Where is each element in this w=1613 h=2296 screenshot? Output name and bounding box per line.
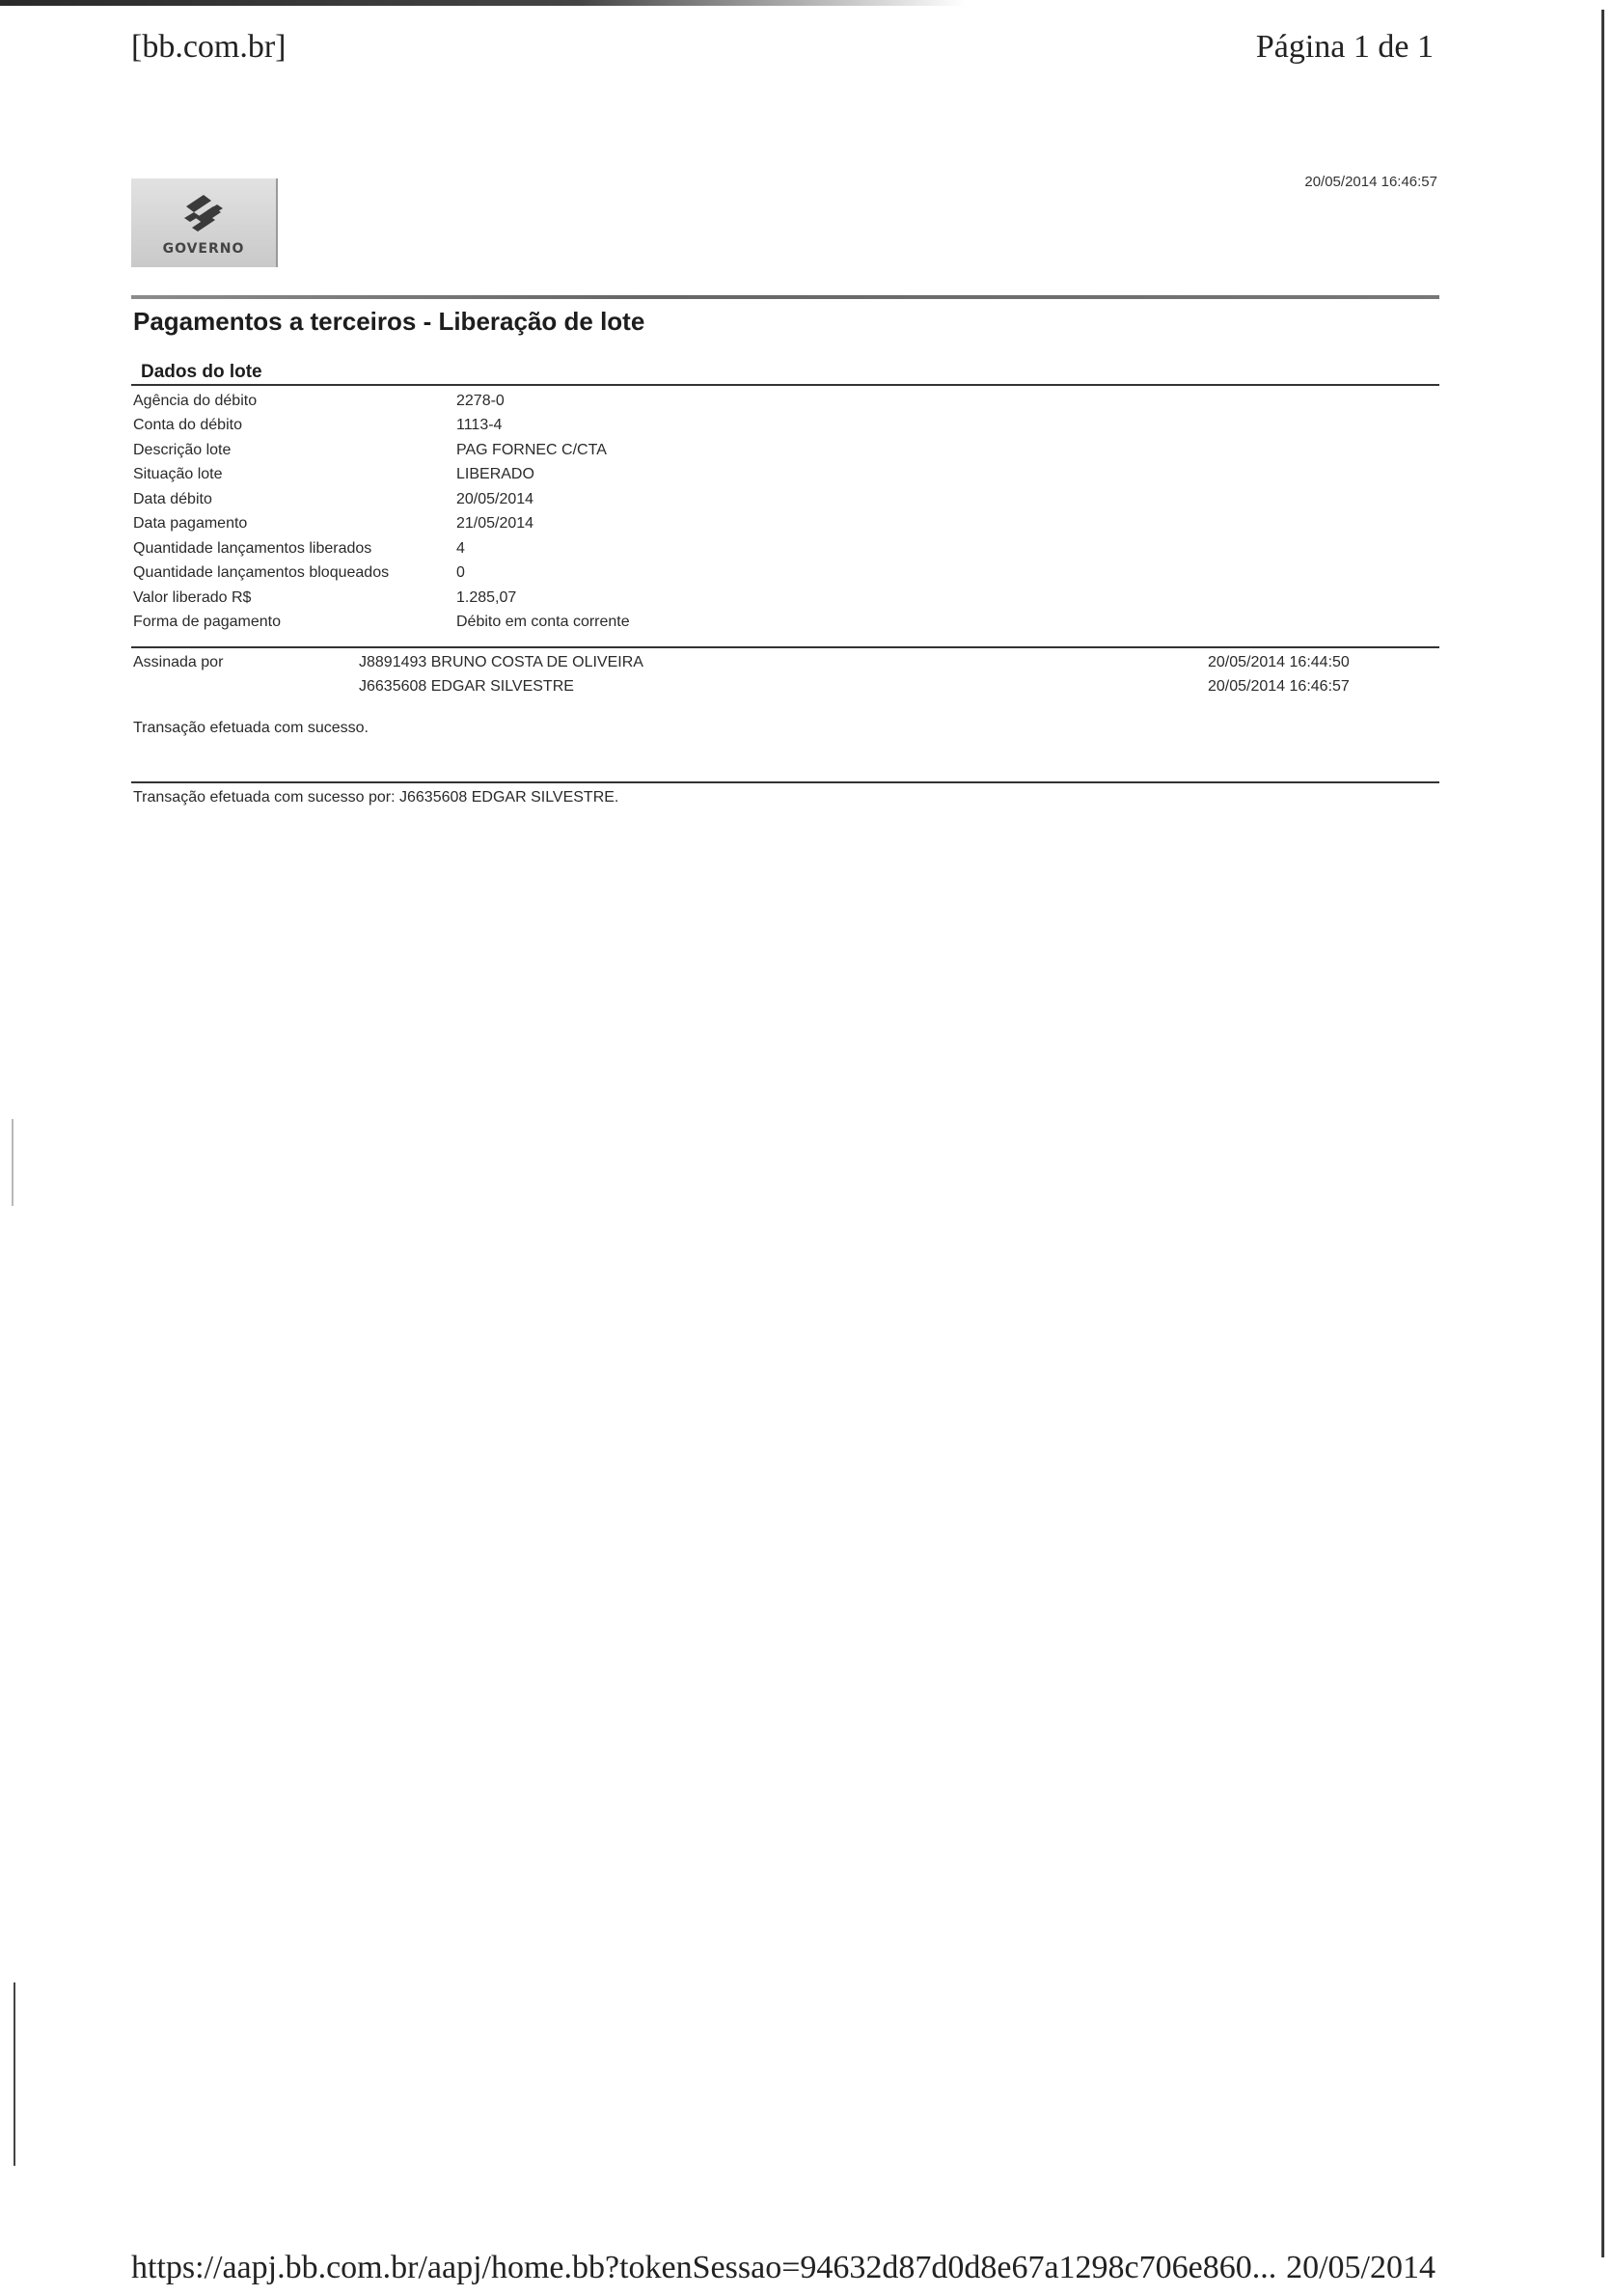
signer-time: 20/05/2014 16:46:57 xyxy=(1208,678,1350,695)
success-by-message: Transação efetuada com sucesso por: J6635608 EDGAR SILVESTRE. xyxy=(133,789,619,806)
field-label: Valor liberado R$ xyxy=(133,588,252,606)
field-value: PAG FORNEC C/CTA xyxy=(456,441,607,458)
field-row xyxy=(133,487,905,512)
field-label: Quantidade lançamentos liberados xyxy=(133,539,372,557)
field-label: Forma de pagamento xyxy=(133,614,281,631)
field-label: Quantidade lançamentos bloqueados xyxy=(133,564,390,582)
section-divider xyxy=(131,384,1439,386)
signer-name: J6635608 EDGAR SILVESTRE xyxy=(359,678,574,695)
print-footer-url: https://aapj.bb.com.br/aapj/home.bb?tokenSessao=94632d87d0d8e67a1298c706e860... xyxy=(131,2250,1277,2285)
field-value: 1113-4 xyxy=(456,417,503,434)
print-footer-date: 20/05/2014 xyxy=(1286,2250,1435,2285)
field-value: Débito em conta corrente xyxy=(456,614,630,631)
bottom-divider xyxy=(131,781,1439,783)
signature-label: Assinada por xyxy=(133,654,224,670)
signer-time: 20/05/2014 16:44:50 xyxy=(1208,654,1350,670)
field-label: Data pagamento xyxy=(133,515,248,533)
field-value: 2278-0 xyxy=(456,392,505,409)
signature-divider xyxy=(131,646,1439,648)
batch-details xyxy=(133,389,905,635)
signer-row xyxy=(359,678,1439,702)
logo-text: GOVERNO xyxy=(162,241,245,257)
field-row xyxy=(133,611,905,636)
field-row xyxy=(133,414,905,439)
page-title: Pagamentos a terceiros - Liberação de lote xyxy=(133,307,645,336)
scan-mark-left xyxy=(12,1119,14,1206)
bank-logo xyxy=(131,178,278,267)
print-header xyxy=(131,29,1434,66)
print-header-page: Página 1 de 1 xyxy=(1255,29,1434,65)
field-row xyxy=(133,586,905,611)
field-row xyxy=(133,512,905,537)
section-title: Dados do lote xyxy=(141,362,262,382)
field-row xyxy=(133,463,905,488)
success-message: Transação efetuada com sucesso. xyxy=(133,720,369,736)
field-value: 20/05/2014 xyxy=(456,490,534,507)
field-label: Situação lote xyxy=(133,466,223,483)
field-label: Data débito xyxy=(133,490,212,507)
scan-edge-right xyxy=(1601,10,1604,2257)
print-timestamp: 20/05/2014 16:46:57 xyxy=(1304,174,1437,190)
signer-row xyxy=(359,654,1439,678)
field-value: 4 xyxy=(456,539,465,557)
field-row xyxy=(133,536,905,561)
signer-name: J8891493 BRUNO COSTA DE OLIVEIRA xyxy=(359,654,643,670)
scan-mark-left-lower xyxy=(14,1982,15,2166)
field-value: LIBERADO xyxy=(456,466,534,483)
field-value: 21/05/2014 xyxy=(456,515,534,533)
field-label: Agência do débito xyxy=(133,392,258,409)
field-value: 1.285,07 xyxy=(456,588,517,606)
banco-do-brasil-logo-icon xyxy=(177,189,231,239)
print-footer xyxy=(131,2250,1435,2286)
field-row xyxy=(133,561,905,587)
field-row xyxy=(133,389,905,414)
field-value: 0 xyxy=(456,564,465,582)
scan-edge-top xyxy=(0,0,965,6)
title-divider xyxy=(131,295,1439,299)
field-row xyxy=(133,438,905,463)
field-label: Descrição lote xyxy=(133,441,232,458)
field-label: Conta do débito xyxy=(133,417,242,434)
print-header-site: [bb.com.br] xyxy=(131,29,287,65)
